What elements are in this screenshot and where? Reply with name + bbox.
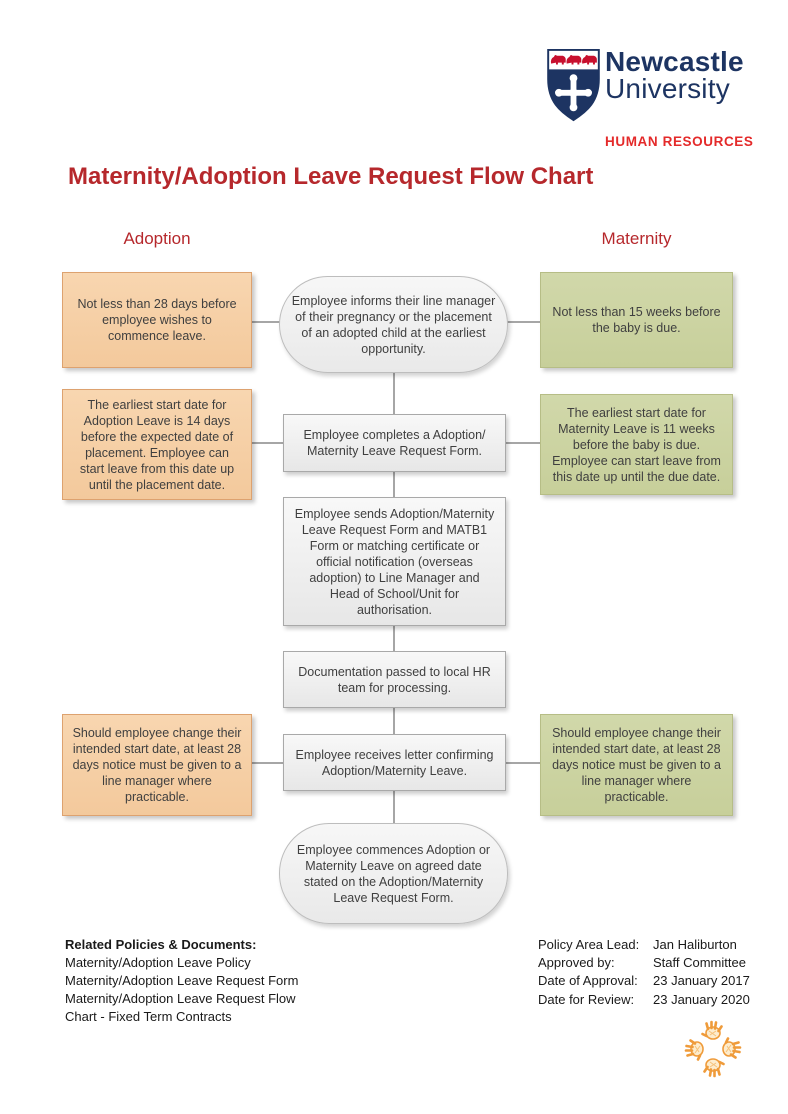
node-text: Employee sends Adoption/Maternity Leave Request Form and MATB1 Form or matching certificate or official notification (overseas adoption) to Line Manager and Head of School/Unit for authorisation. [294, 506, 495, 617]
approval-metadata [538, 936, 750, 1009]
flow-end-oval [279, 823, 508, 924]
meta-label: Approved by: [538, 955, 615, 971]
flow-step-send-form [283, 497, 506, 626]
connector-line [252, 321, 281, 323]
connector-line [252, 442, 284, 444]
related-policy-item: Maternity/Adoption Leave Policy [65, 954, 251, 970]
node-text: The earliest start date for Maternity Leave is 11 weeks before the baby is due. Employee can start leave from this date up until the due date. [552, 405, 721, 484]
node-text: Documentation passed to local HR team for processing. [298, 664, 491, 695]
maternity-box-notice [540, 272, 733, 368]
node-text: The earliest start date for Adoption Leave is 14 days before the expected date of placement. Employee can start leave from this date up until the placement date. [79, 397, 235, 492]
connector-line [393, 625, 395, 652]
logo-name-line1: Newcastle [605, 46, 744, 77]
related-policy-item: Maternity/Adoption Leave Request Flow Chart - Fixed Term Contracts [65, 990, 296, 1024]
four-hands-icon [682, 1018, 744, 1085]
node-text: Employee commences Adoption or Maternity Leave on agreed date stated on the Adoption/Maternity Leave Request Form. [296, 842, 491, 905]
connector-line [393, 707, 395, 735]
flow-step-documentation [283, 651, 506, 708]
node-text: Employee informs their line manager of their pregnancy or the placement of an adopted child at the earliest opportunity. [291, 293, 496, 356]
page-title: Maternity/Adoption Leave Request Flow Chart [68, 163, 594, 190]
connector-line [252, 762, 284, 764]
meta-label: Policy Area Lead: [538, 937, 640, 952]
node-text: Should employee change their intended start date, at least 28 days notice must be given to a line manager where practicable. [72, 726, 242, 804]
related-policy-item: Maternity/Adoption Leave Request Form [65, 972, 299, 988]
adoption-box-notice [62, 272, 252, 368]
meta-label: Date for Review: [538, 991, 635, 1007]
connector-line [507, 321, 541, 323]
related-policies-section [65, 936, 315, 1026]
connector-line [393, 471, 395, 498]
connector-line [393, 790, 395, 824]
logo-subtitle: HUMAN RESOURCES [605, 134, 754, 149]
node-text: Not less than 15 weeks before the baby is due. [552, 305, 721, 335]
connector-line [393, 372, 395, 415]
flow-step-complete-form [283, 414, 506, 472]
node-text: Not less than 28 days before employee wishes to commence leave. [77, 297, 237, 343]
maternity-box-change-date [540, 714, 733, 816]
flow-start-oval [279, 276, 508, 373]
maternity-box-earliest-start [540, 394, 733, 495]
adoption-box-earliest-start [62, 389, 252, 500]
connector-line [505, 442, 541, 444]
meta-row [538, 954, 750, 972]
meta-value: 23 January 2020 [653, 991, 750, 1007]
meta-row [538, 936, 750, 954]
column-header-adoption: Adoption [123, 229, 191, 248]
meta-value: 23 January 2017 [653, 973, 750, 989]
newcastle-university-logo [546, 48, 761, 149]
newcastle-shield-icon [546, 48, 601, 127]
logo-name-line2: University [605, 73, 730, 104]
node-text: Employee receives letter confirming Adoption/Maternity Leave. [295, 747, 494, 778]
node-text: Should employee change their intended start date, at least 28 days notice must be given to a line manager where practicable. [552, 726, 721, 804]
meta-row [538, 972, 750, 990]
related-policies-title: Related Policies & Documents: [65, 937, 257, 952]
connector-line [505, 762, 541, 764]
node-text: Employee completes a Adoption/ Maternity Leave Request Form. [303, 428, 486, 458]
meta-value: Jan Haliburton [653, 937, 737, 952]
adoption-box-change-date [62, 714, 252, 816]
meta-value: Staff Committee [653, 955, 746, 971]
meta-label: Date of Approval: [538, 973, 638, 989]
column-header-maternity: Maternity [601, 229, 672, 248]
flow-step-confirmation-letter [283, 734, 506, 791]
meta-row [538, 991, 750, 1009]
